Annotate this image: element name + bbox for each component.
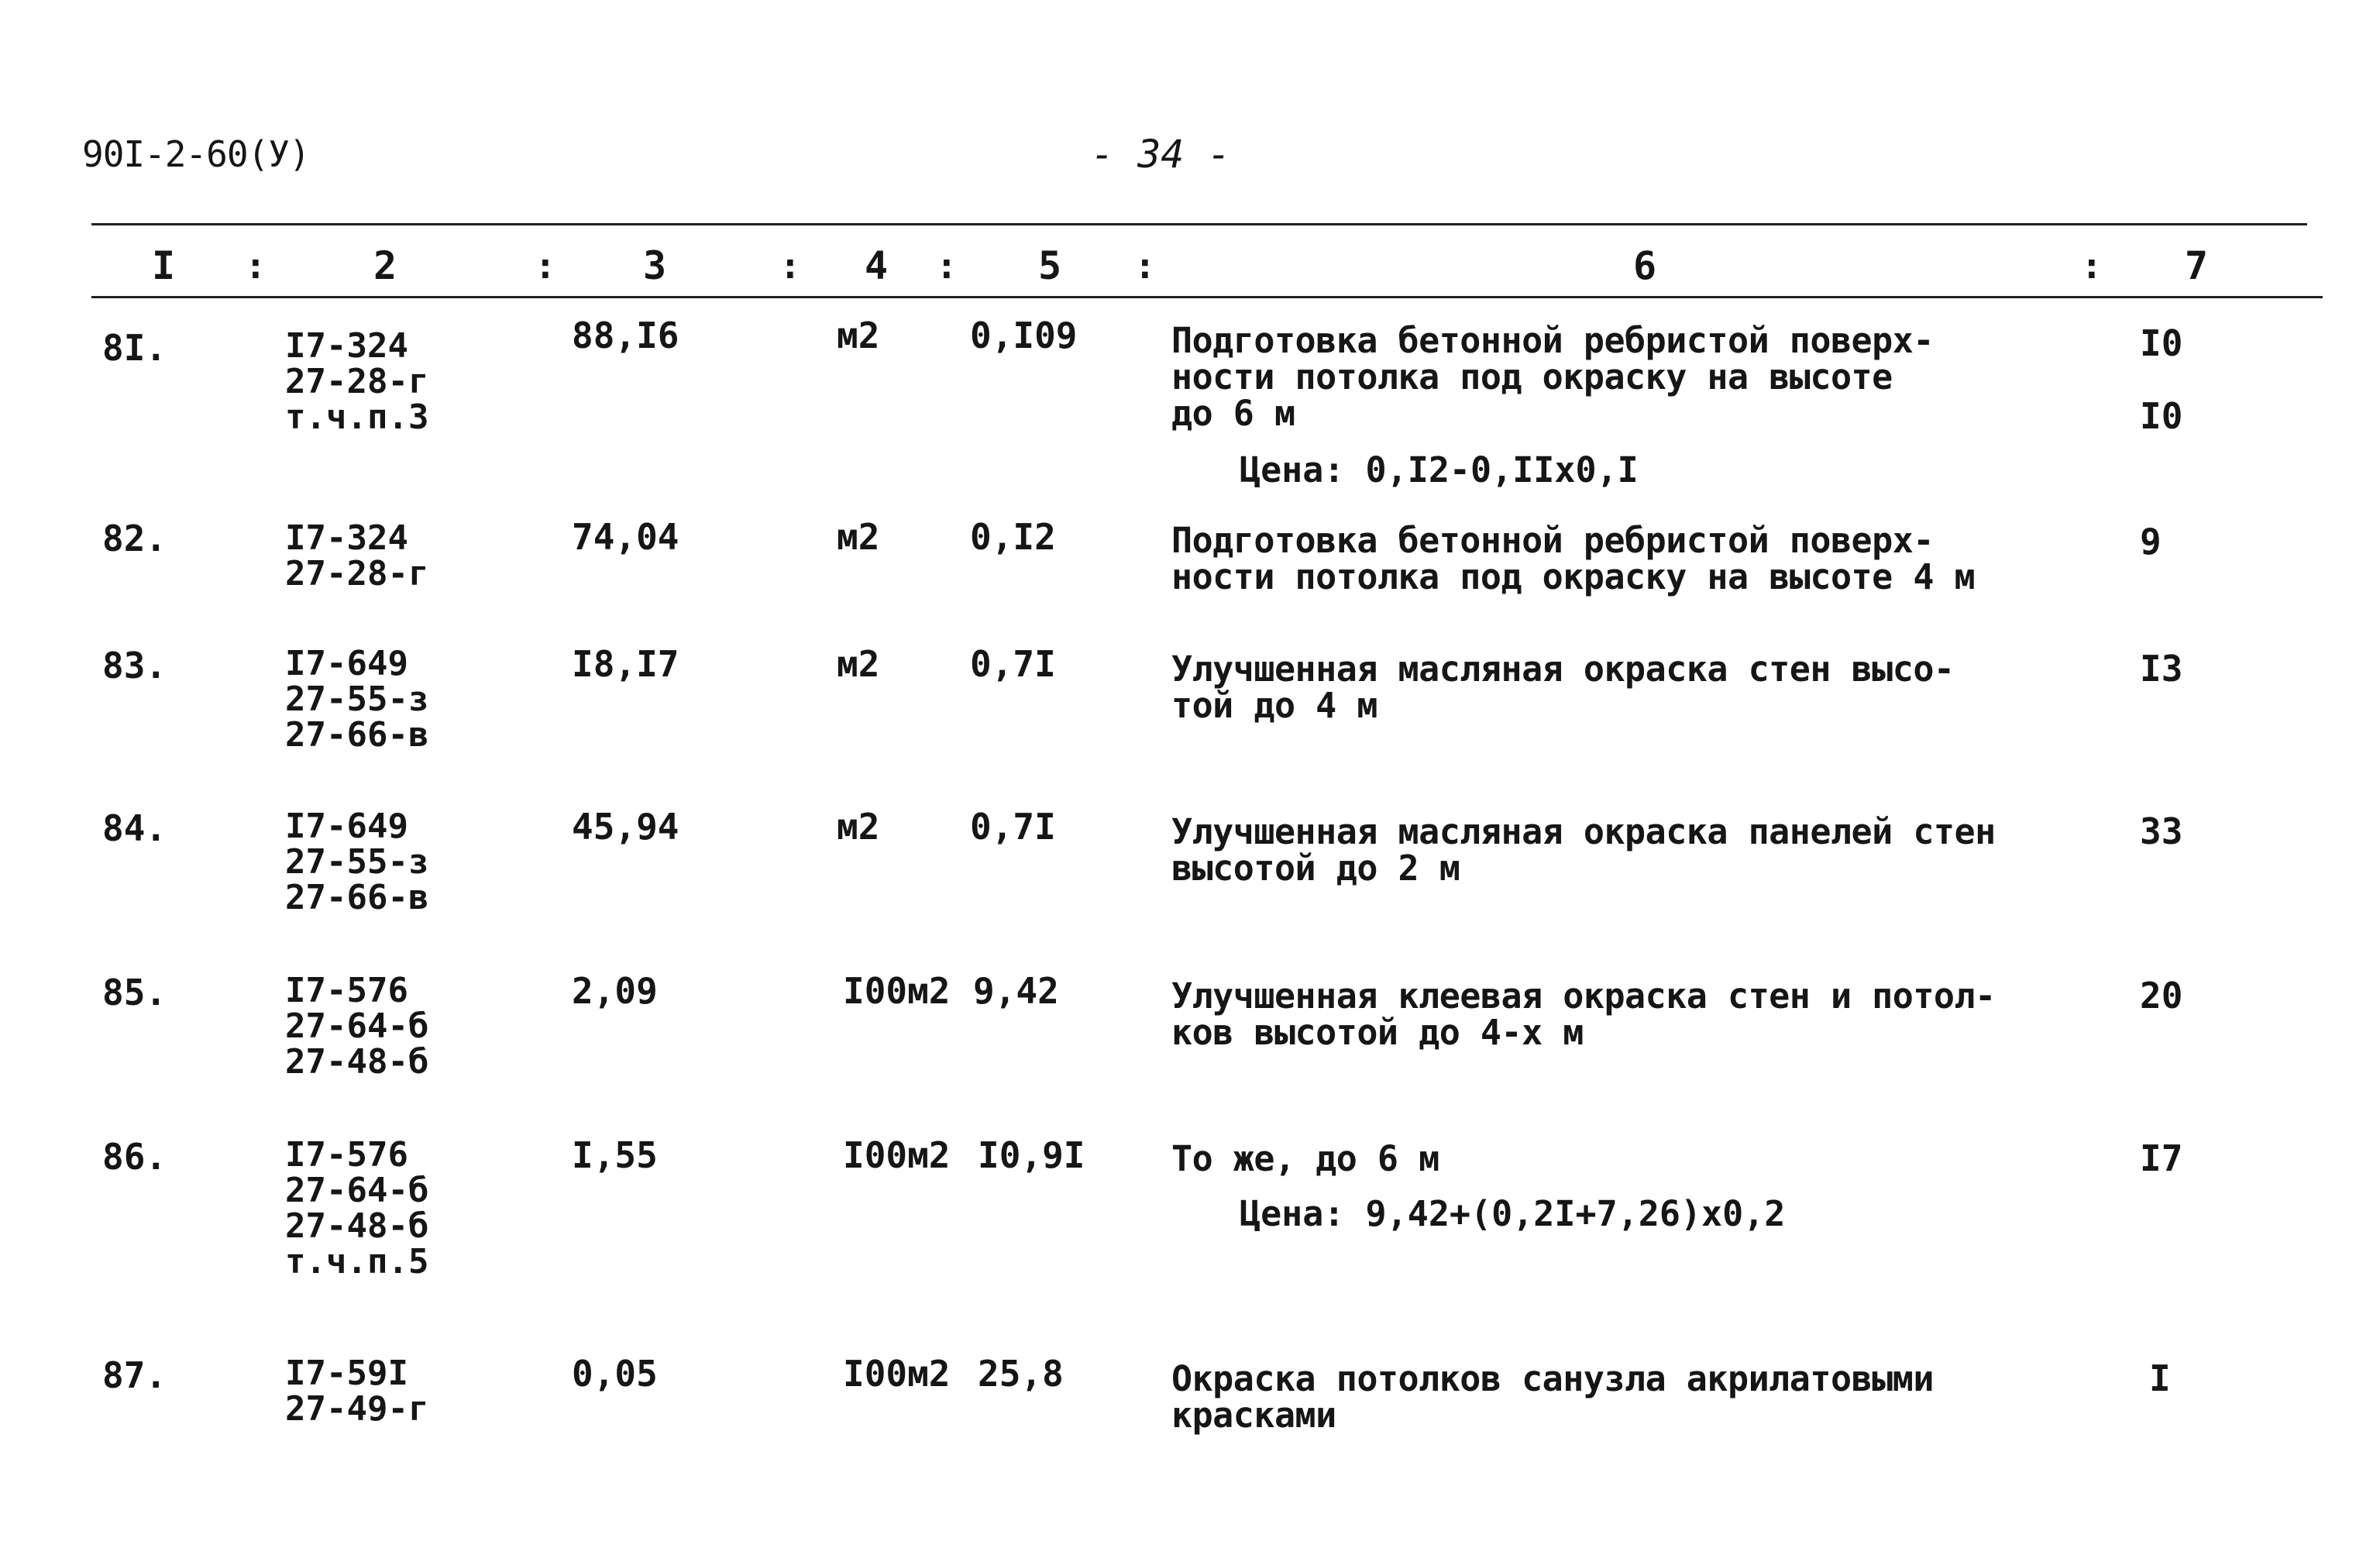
description-line: ков высотой до 4-х м	[1171, 1012, 1584, 1053]
description-line: Улучшенная клеевая окраска стен и потол-	[1171, 975, 1996, 1017]
norm-code: т.ч.п.5	[285, 1242, 429, 1281]
row-number: 8I.	[102, 327, 167, 369]
row-number: 82.	[102, 518, 167, 559]
norm-code: 27-64-б	[285, 1171, 429, 1210]
page-number: - 34 -	[1091, 132, 1231, 177]
work-description	[1171, 1140, 1439, 1177]
quantity: 88,I6	[572, 315, 679, 356]
unit-rate: 0,7I	[970, 643, 1056, 685]
unit: I00м2	[843, 1353, 951, 1395]
col7-value: I7	[2140, 1137, 2183, 1179]
work-description	[1171, 322, 1934, 432]
description-line: Улучшенная масляная окраска панелей стен	[1171, 811, 1996, 852]
norm-code: 27-55-з	[285, 842, 429, 882]
norm-codes	[285, 1137, 428, 1280]
unit: м2	[837, 516, 880, 558]
norm-code: 27-49-г	[285, 1389, 429, 1429]
norm-codes	[285, 646, 428, 753]
unit-rate: 0,I2	[970, 516, 1056, 558]
col-header-3: 3	[643, 243, 667, 288]
description-line: То же, до 6 м	[1171, 1138, 1439, 1179]
description-line: ности потолка под окраску на высоте	[1171, 356, 1893, 397]
description-line: до 6 м	[1171, 393, 1295, 434]
norm-code: т.ч.п.3	[285, 397, 429, 437]
norm-codes	[285, 518, 429, 593]
description-line: Окраска потолков санузла акрилатовыми	[1171, 1358, 1934, 1399]
quantity: 2,09	[572, 970, 658, 1012]
unit: м2	[837, 315, 880, 356]
unit: м2	[837, 806, 880, 848]
price-formula: Цена: 0,I2-0,IIx0,I	[1240, 449, 1639, 490]
description-line: Подготовка бетонной ребристой поверх-	[1171, 320, 1934, 361]
col-header-6: 6	[1633, 243, 1657, 288]
col-header-1: I	[152, 243, 176, 288]
norm-code: 27-48-б	[285, 1042, 429, 1082]
row-number: 85.	[102, 972, 167, 1013]
row-number: 86.	[102, 1136, 167, 1178]
norm-code: 27-66-в	[285, 715, 429, 755]
description-line: высотой до 2 м	[1171, 848, 1460, 889]
work-description	[1171, 522, 1975, 595]
norm-code: 27-64-б	[285, 1006, 429, 1046]
col7-value: 9	[2140, 521, 2162, 562]
col-separator: :	[779, 245, 801, 287]
col7-value: I0	[2140, 322, 2183, 364]
row-number: 84.	[102, 807, 167, 849]
table-top-rule	[91, 223, 2307, 225]
norm-code: I7-649	[285, 644, 408, 683]
norm-codes	[285, 809, 428, 916]
col-separator: :	[2081, 245, 2103, 287]
col-separator: :	[245, 245, 267, 287]
description-line: ности потолка под окраску на высоте 4 м	[1171, 556, 1976, 597]
unit-rate: 9,42	[973, 970, 1059, 1012]
norm-code: I7-649	[285, 807, 408, 846]
col7-value: I0	[2140, 395, 2183, 437]
row-number: 83.	[102, 645, 167, 686]
col-header-4: 4	[865, 243, 889, 288]
col-separator: :	[936, 245, 958, 287]
unit-rate: 0,I09	[970, 315, 1078, 356]
quantity: 74,04	[572, 516, 679, 558]
table-header-rule	[91, 296, 2323, 298]
norm-code: I7-324	[285, 326, 408, 366]
quantity: 45,94	[572, 806, 679, 848]
norm-codes	[285, 326, 429, 437]
quantity: 0,05	[572, 1353, 658, 1395]
unit: м2	[837, 643, 880, 685]
norm-codes	[285, 1356, 428, 1427]
norm-code: I7-324	[285, 518, 408, 558]
unit: I00м2	[843, 970, 951, 1012]
col-separator: :	[1134, 245, 1156, 287]
work-description	[1171, 975, 1996, 1053]
description-line: Улучшенная масляная окраска стен высо-	[1171, 648, 1955, 690]
norm-code: I7-576	[285, 1135, 408, 1175]
description-line: красками	[1171, 1395, 1336, 1436]
unit-rate: I0,9I	[978, 1134, 1085, 1176]
norm-code: 27-28-г	[285, 554, 429, 593]
col7-value: 33	[2140, 810, 2183, 852]
price-formula: Цена: 9,42+(0,2I+7,26)x0,2	[1240, 1193, 1786, 1234]
col-header-7: 7	[2185, 243, 2209, 288]
col-separator: :	[535, 245, 556, 287]
unit-rate: 25,8	[978, 1353, 1064, 1395]
norm-code: I7-59I	[285, 1354, 408, 1393]
norm-code: 27-28-г	[285, 362, 429, 401]
norm-code: 27-48-б	[285, 1206, 429, 1246]
col-header-5: 5	[1038, 243, 1062, 288]
document-code: 90I-2-60(У)	[82, 133, 310, 175]
norm-code: 27-66-в	[285, 878, 429, 917]
quantity: I,55	[572, 1134, 658, 1176]
norm-codes	[285, 973, 428, 1080]
work-description	[1171, 1358, 1934, 1436]
col7-value: I	[2149, 1357, 2171, 1399]
col7-value: I3	[2140, 648, 2183, 690]
unit: I00м2	[843, 1134, 951, 1176]
norm-code: 27-55-з	[285, 679, 429, 719]
unit-rate: 0,7I	[970, 806, 1056, 848]
row-number: 87.	[102, 1354, 167, 1396]
work-description	[1171, 648, 1955, 726]
col-header-2: 2	[373, 243, 397, 288]
quantity: I8,I7	[572, 643, 679, 685]
description-line: той до 4 м	[1171, 685, 1377, 726]
description-line: Подготовка бетонной ребристой поверх-	[1171, 520, 1934, 561]
col7-value: 20	[2140, 975, 2183, 1017]
work-description	[1171, 811, 1996, 889]
norm-code: I7-576	[285, 971, 408, 1010]
